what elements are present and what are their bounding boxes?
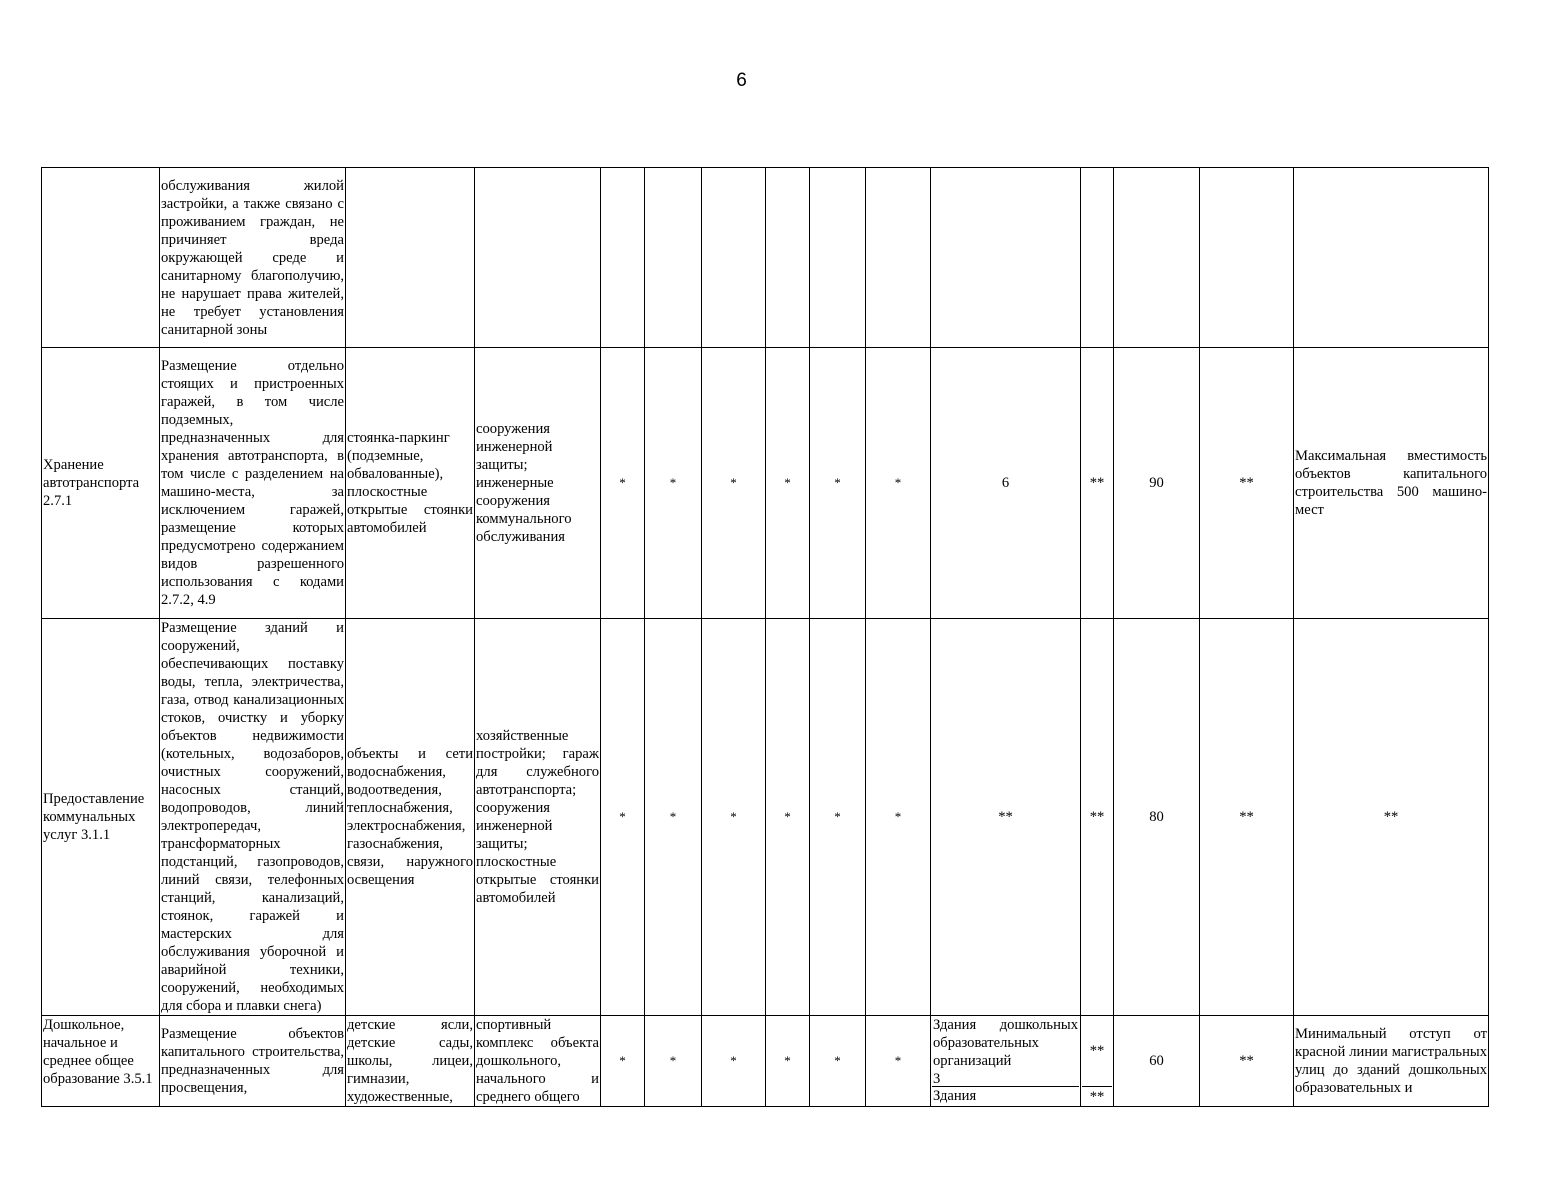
auxiliary-objects-cell xyxy=(475,168,601,348)
param-cell xyxy=(810,168,866,348)
use-type-cell xyxy=(42,168,160,348)
param-cell: * xyxy=(810,348,866,619)
param-cell xyxy=(601,168,645,348)
max-floors-cell xyxy=(931,168,1081,348)
subrow-value: ** xyxy=(1082,1016,1112,1087)
table-row xyxy=(42,168,1489,348)
use-description-cell: Размещение объектов капитального строительства, предназначенных для просвещения, xyxy=(160,1016,346,1107)
subrow-value: 3 xyxy=(933,1071,941,1087)
main-objects-cell xyxy=(346,168,475,348)
subrow-value: ** xyxy=(1089,1088,1105,1105)
param-cell: * xyxy=(702,348,766,619)
param-cell xyxy=(866,168,931,348)
use-description-cell: обслуживания жилой застройки, а также связано с проживанием граждан, не причиняет вреда окружающей среде и санитарному благополучию, не нарушает права жителей, не требует установления санитарной зоны xyxy=(160,168,346,348)
use-type-cell: Дошкольное, начальное и среднее общее образование 3.5.1 xyxy=(42,1016,160,1107)
coverage-percent-cell: 60 xyxy=(1114,1016,1200,1107)
use-description-cell: Размещение отдельно стоящих и пристроенных гаражей, в том числе подземных, предназначенных для хранения автотранспорта, в том числе с разделением на машино-места, за исключением гаражей, размещение которых предусмотрено содержанием видов разрешенного использования с кодами 2.7.2, 4.9 xyxy=(160,348,346,619)
table-row xyxy=(42,1016,1489,1107)
param-cell xyxy=(645,168,702,348)
max-floors-cell: 6 xyxy=(931,348,1081,619)
use-description-cell: Размещение зданий и сооружений, обеспечивающих поставку воды, тепла, электричества, газа, отвод канализационных стоков, очистку и уборку объектов недвижимости (котельных, водозаборов, очистных сооружений, насосных станций, водопроводов, линий электропередач, трансформаторных подстанций, газопроводов, линий связи, телефонных станций, канализаций, стоянок, гаражей и мастерских для обслуживания уборочной и аварийной техники, сооружений, необходимых для сбора и плавки снега) xyxy=(161,620,344,1014)
main-objects-cell: объекты и сети водоснабжения, водоотведения, теплоснабжения, электроснабжения, газоснабжения, связи, наружного освещения xyxy=(346,619,475,1016)
param-cell: * xyxy=(702,1016,766,1107)
auxiliary-objects-cell: сооружения инженерной защиты; инженерные сооружения коммунального обслуживания xyxy=(475,348,601,619)
notes-cell: ** xyxy=(1294,619,1489,1016)
param-cell xyxy=(702,168,766,348)
land-use-regulations-table xyxy=(41,167,1489,1107)
main-objects-cell: стоянка-паркинг (подземные, обвалованные), плоскостные открытые стоянки автомобилей xyxy=(346,348,475,619)
notes-cell: Минимальный отступ от красной линии магистральных улиц до зданий дошкольных образовательных и xyxy=(1294,1016,1489,1107)
param-cell xyxy=(1200,168,1294,348)
subrow-label: Здания дошкольных образовательных организаций xyxy=(933,1017,1078,1069)
param-cell: * xyxy=(601,1016,645,1107)
param-cell: ** xyxy=(1200,1016,1294,1107)
param-cell: * xyxy=(645,619,702,1016)
param-cell: * xyxy=(766,348,810,619)
main-objects-cell: детские ясли, детские сады, школы, лицеи, гимназии, художественные, xyxy=(347,1017,473,1105)
coverage-percent-cell: 80 xyxy=(1114,619,1200,1016)
auxiliary-objects-cell: хозяйственные постройки; гараж для служебного автотранспорта; сооружения инженерной защиты; плоскостные открытые стоянки автомобилей xyxy=(475,619,601,1016)
param-cell: * xyxy=(866,348,931,619)
subrow-preschool xyxy=(932,1016,1079,1087)
coverage-percent-cell xyxy=(1114,168,1200,348)
param-cell: * xyxy=(601,348,645,619)
param-cell: * xyxy=(645,348,702,619)
param-cell: ** xyxy=(1200,619,1294,1016)
table-row xyxy=(42,348,1489,619)
param-cell xyxy=(1081,1016,1114,1107)
param-cell: * xyxy=(766,1016,810,1107)
param-cell xyxy=(766,168,810,348)
param-cell: ** xyxy=(1081,619,1114,1016)
param-cell: * xyxy=(766,619,810,1016)
max-floors-cell: ** xyxy=(931,619,1081,1016)
notes-cell xyxy=(1294,168,1489,348)
auxiliary-objects-cell: спортивный комплекс объекта дошкольного, начального и среднего общего xyxy=(476,1017,599,1105)
subrow-buildings: Здания xyxy=(933,1088,977,1104)
param-cell: ** xyxy=(1081,348,1114,619)
max-floors-cell xyxy=(931,1016,1081,1107)
use-type-cell: Хранение автотранспорта 2.7.1 xyxy=(42,348,160,619)
param-cell: * xyxy=(810,1016,866,1107)
param-cell: ** xyxy=(1200,348,1294,619)
param-cell: * xyxy=(601,619,645,1016)
param-cell: * xyxy=(702,619,766,1016)
param-cell: * xyxy=(810,619,866,1016)
param-cell: * xyxy=(645,1016,702,1107)
notes-cell: Максимальная вместимость объектов капитального строительства 500 машино-мест xyxy=(1294,348,1489,619)
table-row xyxy=(42,619,1489,1016)
coverage-percent-cell: 90 xyxy=(1114,348,1200,619)
param-cell: * xyxy=(866,619,931,1016)
param-cell: * xyxy=(866,1016,931,1107)
use-type-cell: Предоставление коммунальных услуг 3.1.1 xyxy=(42,619,160,1016)
page-number: 6 xyxy=(736,70,747,91)
param-cell xyxy=(1081,168,1114,348)
